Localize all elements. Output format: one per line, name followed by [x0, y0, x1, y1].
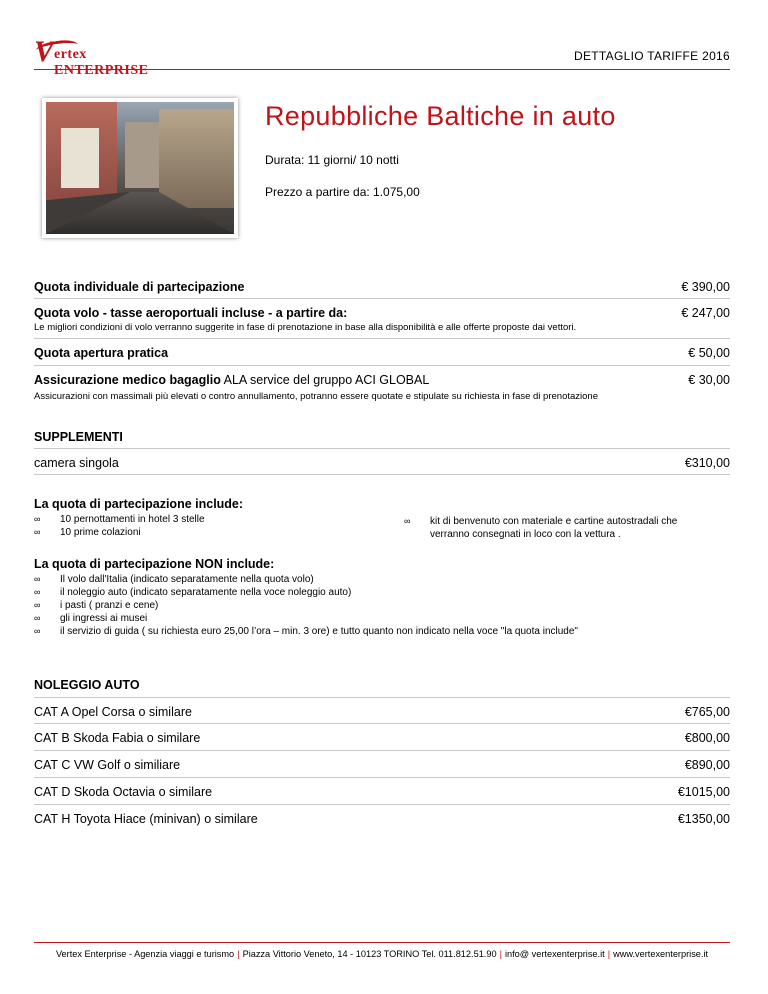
list-item: ∞ i pasti ( pranzi e cene)	[34, 600, 159, 611]
list-item: ∞ 10 pernottamenti in hotel 3 stelle	[34, 514, 205, 525]
logo-v: V	[34, 35, 55, 68]
insurance-name: Assicurazione medico bagaglio	[34, 373, 221, 387]
rental-cat-b-price: €800,00	[684, 731, 730, 745]
document-title: DETTAGLIO TARIFFE 2016	[574, 49, 730, 63]
rental-heading: NOLEGGIO AUTO	[34, 678, 140, 692]
supplements-heading: SUPPLEMENTI	[34, 430, 123, 444]
infinity-bullet-icon: ∞	[34, 587, 41, 597]
insurance-provider: ALA service del gruppo ACI GLOBAL	[220, 373, 430, 387]
quote-insurance-note: Assicurazioni con massimali più elevati o contro annullamento, potranno essere quotate e stipulate su richiesta in fase di prenotazione	[34, 391, 598, 402]
divider	[34, 365, 730, 366]
quote-flight-label: Quota volo - tasse aeroportuali incluse - a partire da:	[34, 306, 348, 320]
quote-individual-price: € 390,00	[681, 280, 730, 294]
list-item: ∞ il noleggio auto (indicato separatamente nella voce noleggio auto)	[34, 587, 352, 598]
quote-flight-note: Le migliori condizioni di volo verranno suggerite in fase di prenotazione in base alla disponibilità e alle offerte proposte dai vettori.	[34, 322, 577, 333]
trip-photo	[42, 98, 238, 238]
footer-separator: |	[237, 949, 240, 959]
divider	[34, 804, 730, 805]
trip-price-from: Prezzo a partire da: 1.075,00	[265, 185, 420, 199]
infinity-bullet-icon: ∞	[404, 516, 411, 526]
rental-cat-c-label: CAT C VW Golf o similiare	[34, 758, 181, 772]
infinity-bullet-icon: ∞	[34, 626, 41, 636]
list-item: ∞ Il volo dall'Italia (indicato separatamente nella quota volo)	[34, 574, 314, 585]
list-item: ∞ il servizio di guida ( su richiesta euro 25,00 l’ora – min. 3 ore) e tutto quanto non indicato nella voce "la quota include"	[34, 626, 578, 637]
divider	[34, 298, 730, 299]
excludes-heading: La quota di partecipazione NON include:	[34, 557, 275, 571]
infinity-bullet-icon: ∞	[34, 574, 41, 584]
trip-title: Repubbliche Baltiche in auto	[265, 101, 616, 131]
quote-opening-price: € 50,00	[688, 346, 730, 360]
rental-cat-d-price: €1015,00	[677, 785, 730, 799]
divider	[34, 474, 730, 475]
footer-divider	[34, 942, 730, 943]
divider	[34, 750, 730, 751]
quote-flight-price: € 247,00	[681, 306, 730, 320]
footer-separator: |	[499, 949, 502, 959]
footer-contacts	[34, 949, 730, 959]
header-divider	[34, 69, 730, 70]
list-item: ∞ 10 prime colazioni	[34, 527, 141, 538]
street-photo-image	[46, 102, 234, 234]
list-item: ∞ kit di benvenuto con materiale e cartine autostradali che verranno consegnati in loco con la vettura .	[404, 516, 678, 540]
supplement-single-room-label: camera singola	[34, 456, 119, 470]
footer-email-link[interactable]: info@ vertexenterprise.it	[504, 949, 605, 959]
trip-duration: Durata: 11 giorni/ 10 notti	[265, 153, 399, 167]
quote-opening-label: Quota apertura pratica	[34, 346, 169, 360]
divider	[34, 338, 730, 339]
rental-cat-d-label: CAT D Skoda Octavia o similare	[34, 785, 213, 799]
excludes-list	[34, 573, 734, 638]
infinity-bullet-icon: ∞	[34, 613, 41, 623]
infinity-bullet-icon: ∞	[34, 514, 41, 524]
includes-list-col2	[404, 515, 704, 541]
quote-individual-label: Quota individuale di partecipazione	[34, 280, 245, 294]
infinity-bullet-icon: ∞	[34, 600, 41, 610]
rental-cat-a-price: €765,00	[684, 705, 730, 719]
footer-website-link[interactable]: www.vertexenterprise.it	[613, 949, 709, 959]
divider	[34, 777, 730, 778]
rental-cat-c-price: €890,00	[684, 758, 730, 772]
footer-agency: Vertex Enterprise - Agenzia viaggi e turismo	[55, 949, 235, 959]
footer-separator: |	[607, 949, 611, 959]
list-item: ∞ gli ingressi ai musei	[34, 613, 148, 624]
rental-cat-h-price: €1350,00	[677, 812, 730, 826]
divider	[34, 697, 730, 698]
includes-heading: La quota di partecipazione include:	[34, 497, 244, 511]
quote-insurance-label	[34, 373, 429, 387]
includes-list-col1	[34, 513, 374, 539]
divider	[34, 723, 730, 724]
rental-cat-b-label: CAT B Skoda Fabia o similare	[34, 731, 201, 745]
rental-cat-a-label: CAT A Opel Corsa o similare	[34, 705, 192, 719]
quote-insurance-price: € 30,00	[688, 373, 730, 387]
company-logo	[34, 35, 184, 78]
divider	[34, 448, 730, 449]
logo-text: ertex ENTERPRISE	[54, 47, 149, 78]
infinity-bullet-icon: ∞	[34, 527, 41, 537]
supplement-single-room-price: €310,00	[684, 456, 730, 470]
rental-cat-h-label: CAT H Toyota Hiace (minivan) o similare	[34, 812, 258, 826]
footer-address: Piazza Vittorio Veneto, 14 - 10123 TORINO Tel. 011.812.51.90	[242, 949, 497, 959]
